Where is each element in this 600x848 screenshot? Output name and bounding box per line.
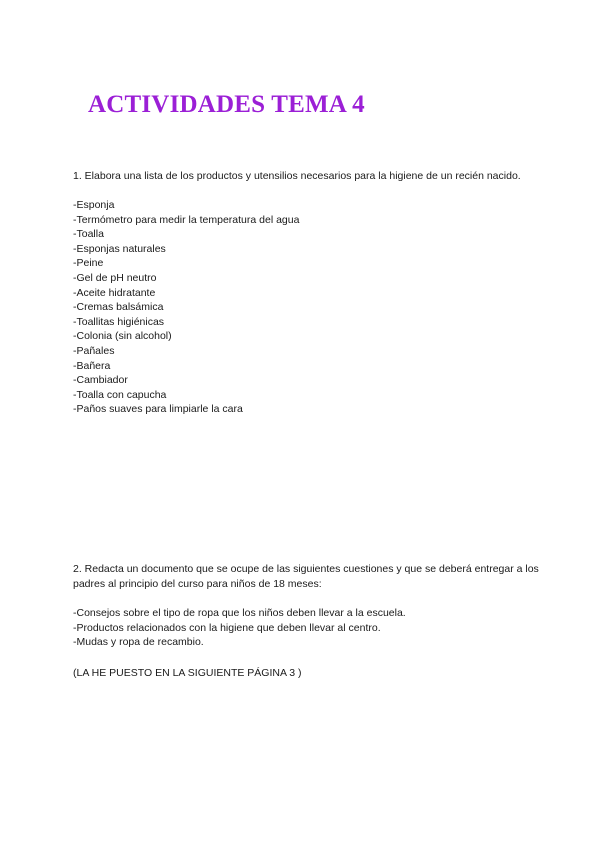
list-item: -Peine bbox=[73, 257, 104, 270]
list-item: -Toalla bbox=[73, 228, 104, 241]
list-item: -Colonia (sin alcohol) bbox=[73, 330, 172, 343]
list-item: -Aceite hidratante bbox=[73, 286, 156, 299]
list-item: -Productos relacionados con la higiene que deben llevar al centro. bbox=[73, 621, 381, 634]
hygiene-products-list bbox=[73, 198, 299, 417]
list-item: -Esponja bbox=[73, 199, 115, 211]
list-item: -Cambiador bbox=[73, 374, 128, 387]
parent-topics-list bbox=[73, 606, 406, 650]
list-item: -Paños suaves para limpiarle la cara bbox=[73, 403, 243, 416]
list-item: -Termómetro para medir la temperatura del agua bbox=[73, 213, 300, 226]
page-reference-note: (LA HE PUESTO EN LA SIGUIENTE PÁGINA 3 ) bbox=[73, 667, 302, 679]
list-item: -Gel de pH neutro bbox=[73, 271, 157, 284]
question-2-text: 2. Redacta un documento que se ocupe de las siguientes cuestiones y que se deberá entregar a los padres al principio del curso para niños de 18 meses: bbox=[73, 563, 539, 590]
list-item: -Bañera bbox=[73, 359, 111, 372]
list-item: -Cremas balsámica bbox=[73, 301, 164, 314]
list-item: -Esponjas naturales bbox=[73, 242, 166, 255]
question-1-text: 1. Elabora una lista de los productos y utensilios necesarios para la higiene de un recién nacido. bbox=[73, 170, 521, 182]
list-item: -Toalla con capucha bbox=[73, 388, 167, 401]
list-item: -Consejos sobre el tipo de ropa que los niños deben llevar a la escuela. bbox=[73, 607, 406, 619]
list-item: -Pañales bbox=[73, 344, 115, 357]
list-item: -Mudas y ropa de recambio. bbox=[73, 636, 204, 649]
page-title: ACTIVIDADES TEMA 4 bbox=[88, 91, 365, 118]
list-item: -Toallitas higiénicas bbox=[73, 315, 165, 328]
